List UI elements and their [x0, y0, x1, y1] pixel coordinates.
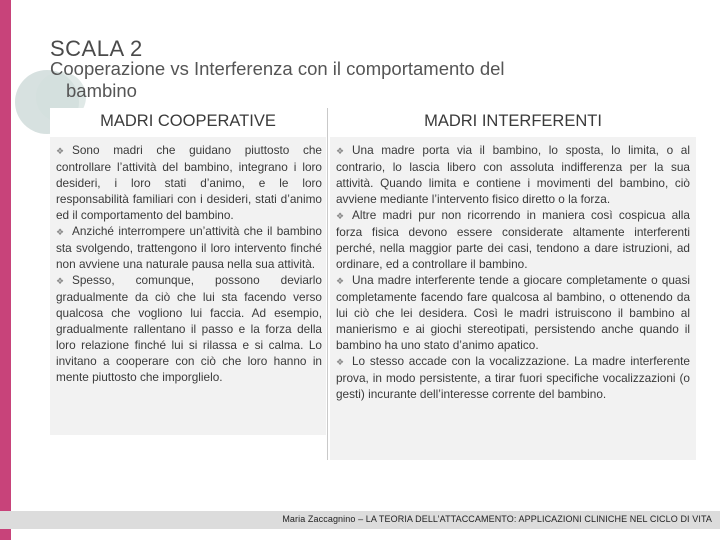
diamond-bullet-icon: ❖ [336, 357, 345, 367]
subtitle-line-1: Cooperazione vs Interferenza con il comportamento del [50, 58, 505, 79]
paragraph-text: Sono madri che guidano piuttosto che controllare l’attività del bambino, integrano i loro desideri, i loro stati d’animo, e le loro responsabilità familiari con i desideri, stati d’animo ed il comportamento del bambino. [56, 143, 322, 222]
diamond-bullet-icon: ❖ [56, 227, 65, 237]
paragraph-text: Una madre interferente tende a giocare completamente o quasi completamente facendo fare qualcosa al bambino, o ottenendo da lui ciò che lei desidera. Così le madri istruiscono il bambino al manierismo e ai giochi stereotipati, persistendo anche quando il bambino ha uno stato d’animo apatico. [336, 273, 690, 352]
slide-subtitle [50, 58, 710, 102]
column-cooperative [50, 108, 326, 384]
paragraph-text: Una madre porta via il bambino, lo sposta, lo limita, o al contrario, lo lascia libero con assoluta indifferenza per la sua attività. Quando limita e contiene i movimenti del bambino, ciò avviene mediante l’intervento fisico diretto o la forza. [336, 143, 690, 206]
paragraph-text: Spesso, comunque, possono deviarlo gradualmente da ciò che lui sta facendo verso qualcosa che vogliono lui faccia. Ad esempio, gradualmente rallentano il passo e la forza della loro relazione finché lui si rilassa e si calma. Lo invitano a cooperare con ciò che loro hanno in mente piuttosto che imporglielo. [56, 273, 322, 384]
paragraph-text: Anziché interrompere un’attività che il bambino sta svolgendo, trattengono il loro intervento finché non avviene una naturale pausa nella sua attività. [56, 224, 322, 271]
list-item [336, 207, 690, 272]
column-divider [327, 108, 328, 460]
list-item [336, 272, 690, 353]
accent-bar [0, 0, 11, 540]
list-item [56, 272, 322, 385]
diamond-bullet-icon: ❖ [336, 211, 345, 221]
list-item [56, 142, 322, 223]
footer-text: Maria Zaccagnino – LA TEORIA DELL’ATTACCAMENTO: APPLICAZIONI CLINICHE NEL CICLO DI VITA [282, 514, 712, 524]
diamond-bullet-icon: ❖ [56, 146, 65, 156]
slide-title: SCALA 2 [50, 36, 143, 61]
diamond-bullet-icon: ❖ [336, 146, 345, 156]
diamond-bullet-icon: ❖ [56, 276, 65, 286]
column-body-interfering [330, 137, 696, 460]
column-body-cooperative [50, 137, 326, 435]
diamond-bullet-icon: ❖ [336, 276, 345, 286]
subtitle-line-2: bambino [66, 80, 137, 101]
column-header-interfering: MADRI INTERFERENTI [330, 108, 696, 135]
list-item [336, 142, 690, 207]
list-item [336, 353, 690, 402]
paragraph-text: Altre madri pur non ricorrendo in maniera così cospicua alla forza fisica devono essere considerate altamente interferenti perché, nella maggior parte dei casi, tendono a dare istruzioni, ad ordinare, ed a controllare il bambino. [336, 208, 690, 271]
column-header-cooperative: MADRI COOPERATIVE [50, 108, 326, 135]
paragraph-text: Lo stesso accade con la vocalizzazione. La madre interferente prova, in modo persistente, a tirar fuori specifiche vocalizzazioni (o gesti) incurante dell’interesse corrente del bambino. [336, 354, 690, 401]
comparison-table [50, 108, 696, 460]
column-interfering [330, 108, 696, 401]
list-item [56, 223, 322, 272]
